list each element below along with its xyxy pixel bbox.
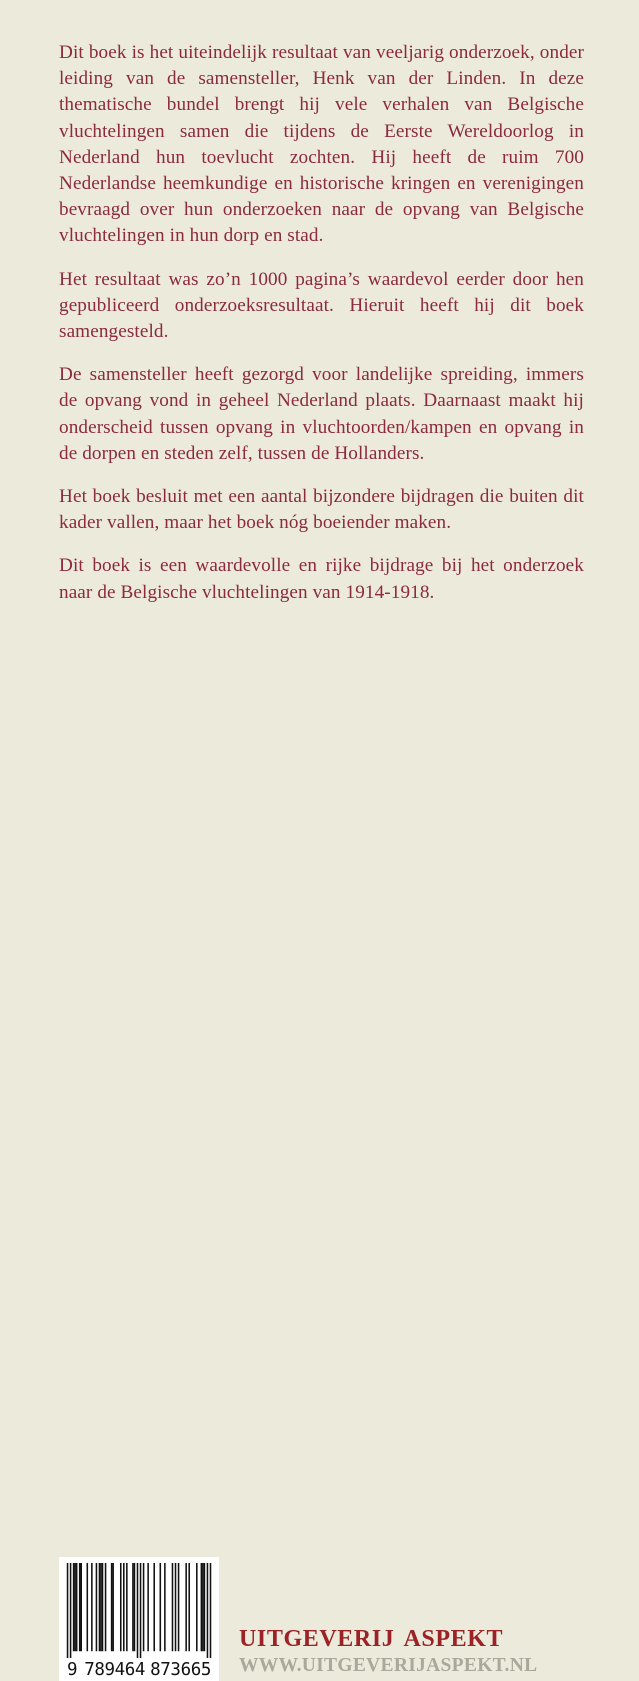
barcode-icon	[66, 1563, 212, 1658]
blurb-paragraph-3: De samensteller heeft gezorgd voor landelijke spreiding, immers de opvang vond in geheel Nederland plaats. Daarnaast maakt hij onderscheid tussen opvang in vluchtoorden/kampen en opvang in de dorpen en steden zelf, tussen de Hollanders.	[59, 364, 584, 464]
blurb-paragraph-5: Dit boek is een waardevolle en rijke bijdrage bij het onderzoek naar de Belgische vluchtelingen van 1914-1918.	[59, 555, 584, 603]
barcode-digits	[66, 1658, 212, 1679]
blurb-text-block	[59, 40, 584, 606]
blurb-paragraph-4: Het boek besluit met een aantal bijzondere bijdragen die buiten dit kader vallen, maar het boek nóg boeiender maken.	[59, 486, 584, 534]
publisher-url: WWW.UITGEVERIJASPEKT.NL	[239, 1655, 538, 1676]
cover-footer	[0, 760, 639, 1680]
barcode-digit-group-1: 9	[67, 1659, 78, 1680]
barcode-digit-group-3: 873665	[150, 1659, 211, 1680]
isbn-barcode	[59, 1557, 219, 1681]
blurb-paragraph-1: Dit boek is het uiteindelijk resultaat van veeljarig onderzoek, onder leiding van de samensteller, Henk van der Linden. In deze thematische bundel brengt hij vele verhalen van Belgische vluchtelingen samen die tijdens de Eerste Wereldoorlog in Nederland hun toevlucht zochten. Hij heeft de ruim 700 Nederlandse heemkundige en historische kringen en verenigingen bevraagd over hun onderzoeken naar de opvang van Belgische vluchtelingen in hun dorp en stad.	[59, 42, 584, 247]
barcode-digit-group-2: 789464	[84, 1659, 146, 1680]
publisher-logo	[239, 1618, 599, 1677]
blurb-paragraph-2: Het resultaat was zo’n 1000 pagina’s waardevol eerder door hen gepubliceerd onderzoeksresultaat. Hieruit heeft hij dit boek samengesteld.	[59, 268, 584, 343]
publisher-name: uitgeverij aspekt	[239, 1617, 504, 1654]
